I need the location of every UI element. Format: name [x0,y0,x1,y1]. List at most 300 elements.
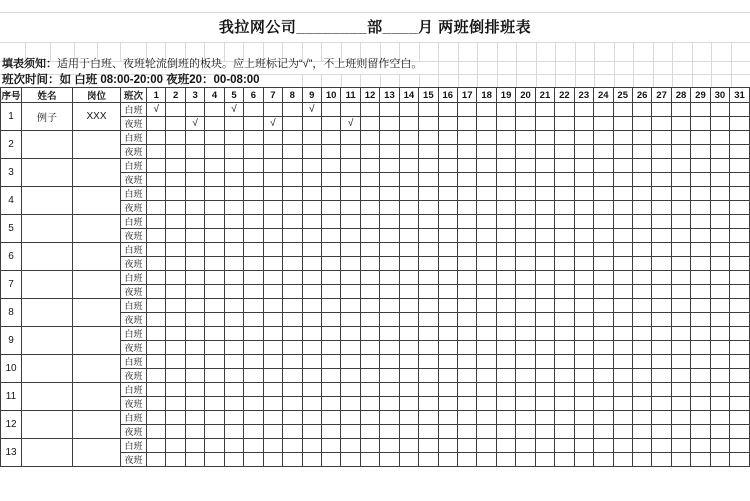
day-mark-cell[interactable] [205,271,224,285]
night-mark-cell[interactable] [594,341,613,355]
day-mark-cell[interactable] [516,411,535,425]
night-mark-cell[interactable] [419,145,438,159]
night-mark-cell[interactable] [263,173,282,187]
night-mark-cell[interactable] [477,313,496,327]
night-mark-cell[interactable] [399,397,418,411]
night-mark-cell[interactable] [360,173,379,187]
night-mark-cell[interactable] [691,453,710,467]
night-mark-cell[interactable] [399,369,418,383]
serial-cell[interactable]: 10 [1,355,22,383]
night-mark-cell[interactable] [458,145,477,159]
night-mark-cell[interactable] [185,369,204,383]
shift-label-day[interactable]: 白班 [121,327,147,341]
day-mark-cell[interactable] [594,355,613,369]
night-mark-cell[interactable] [516,229,535,243]
night-mark-cell[interactable] [671,229,690,243]
shift-label-night[interactable]: 夜班 [121,425,147,439]
day-mark-cell[interactable] [691,355,710,369]
day-mark-cell[interactable] [710,355,729,369]
day-mark-cell[interactable] [458,103,477,117]
day-mark-cell[interactable] [380,103,399,117]
day-mark-cell[interactable] [574,131,593,145]
night-mark-cell[interactable] [166,145,185,159]
night-mark-cell[interactable] [205,425,224,439]
night-mark-cell[interactable] [652,397,671,411]
day-mark-cell[interactable] [477,103,496,117]
night-mark-cell[interactable] [283,425,302,439]
night-mark-cell[interactable] [710,257,729,271]
day-mark-cell[interactable] [263,355,282,369]
night-mark-cell[interactable] [555,369,574,383]
night-mark-cell[interactable] [263,257,282,271]
day-mark-cell[interactable] [166,383,185,397]
night-mark-cell[interactable] [438,201,457,215]
night-mark-cell[interactable] [380,201,399,215]
day-mark-cell[interactable] [710,271,729,285]
night-mark-cell[interactable] [244,257,263,271]
day-mark-cell[interactable] [496,439,515,453]
day-mark-cell[interactable] [516,327,535,341]
night-mark-cell[interactable] [166,425,185,439]
day-mark-cell[interactable] [399,439,418,453]
night-mark-cell[interactable] [535,145,554,159]
night-mark-cell[interactable] [535,313,554,327]
day-mark-cell[interactable] [632,439,651,453]
day-mark-cell[interactable] [516,299,535,313]
night-mark-cell[interactable] [671,341,690,355]
day-mark-cell[interactable] [613,187,632,201]
night-mark-cell[interactable] [224,201,243,215]
day-mark-cell[interactable] [438,103,457,117]
day-mark-cell[interactable] [419,243,438,257]
day-mark-cell[interactable] [555,159,574,173]
name-cell[interactable] [22,327,73,355]
day-mark-cell[interactable] [613,299,632,313]
day-mark-cell[interactable] [594,159,613,173]
day-mark-cell[interactable] [632,159,651,173]
day-mark-cell[interactable] [205,243,224,257]
night-mark-cell[interactable] [147,173,166,187]
day-mark-cell[interactable] [652,243,671,257]
day-mark-cell[interactable] [458,187,477,201]
day-mark-cell[interactable] [477,271,496,285]
night-mark-cell[interactable] [283,145,302,159]
day-mark-cell[interactable] [205,411,224,425]
night-mark-cell[interactable] [205,229,224,243]
day-mark-cell[interactable] [302,159,321,173]
night-mark-cell[interactable] [730,201,750,215]
night-mark-cell[interactable] [613,257,632,271]
night-mark-cell[interactable] [341,341,360,355]
night-mark-cell[interactable] [263,285,282,299]
night-mark-cell[interactable] [458,425,477,439]
day-mark-cell[interactable] [205,299,224,313]
day-mark-cell[interactable] [166,299,185,313]
day-mark-cell[interactable] [380,439,399,453]
night-mark-cell[interactable] [380,257,399,271]
day-mark-cell[interactable] [399,355,418,369]
day-mark-cell[interactable]: √ [302,103,321,117]
night-mark-cell[interactable] [185,201,204,215]
day-mark-cell[interactable] [555,187,574,201]
night-mark-cell[interactable] [263,145,282,159]
day-mark-cell[interactable] [691,187,710,201]
day-mark-cell[interactable] [205,383,224,397]
day-mark-cell[interactable] [555,299,574,313]
day-mark-cell[interactable] [652,187,671,201]
night-mark-cell[interactable] [458,369,477,383]
night-mark-cell[interactable] [341,313,360,327]
night-mark-cell[interactable] [185,453,204,467]
day-mark-cell[interactable] [613,411,632,425]
shift-label-day[interactable]: 白班 [121,355,147,369]
serial-cell[interactable]: 1 [1,103,22,131]
day-mark-cell[interactable] [399,299,418,313]
day-mark-cell[interactable] [321,131,340,145]
day-mark-cell[interactable] [244,383,263,397]
night-mark-cell[interactable] [671,257,690,271]
night-mark-cell[interactable] [419,453,438,467]
night-mark-cell[interactable] [555,257,574,271]
night-mark-cell[interactable] [360,201,379,215]
night-mark-cell[interactable] [166,397,185,411]
night-mark-cell[interactable] [632,397,651,411]
day-mark-cell[interactable] [438,355,457,369]
day-mark-cell[interactable] [516,439,535,453]
night-mark-cell[interactable] [594,285,613,299]
night-mark-cell[interactable] [360,257,379,271]
day-mark-cell[interactable] [185,215,204,229]
day-mark-cell[interactable] [147,271,166,285]
night-mark-cell[interactable] [147,313,166,327]
day-mark-cell[interactable] [691,243,710,257]
night-mark-cell[interactable] [224,453,243,467]
day-mark-cell[interactable] [730,187,750,201]
night-mark-cell[interactable] [496,201,515,215]
day-mark-cell[interactable] [166,439,185,453]
night-mark-cell[interactable] [516,173,535,187]
day-mark-cell[interactable] [380,215,399,229]
night-mark-cell[interactable] [283,173,302,187]
night-mark-cell[interactable] [263,425,282,439]
day-mark-cell[interactable] [399,215,418,229]
night-mark-cell[interactable] [380,341,399,355]
day-mark-cell[interactable] [458,243,477,257]
night-mark-cell[interactable] [380,313,399,327]
serial-cell[interactable]: 3 [1,159,22,187]
night-mark-cell[interactable] [399,145,418,159]
night-mark-cell[interactable] [360,453,379,467]
night-mark-cell[interactable] [613,173,632,187]
night-mark-cell[interactable] [496,341,515,355]
day-mark-cell[interactable] [244,215,263,229]
night-mark-cell[interactable] [419,257,438,271]
day-mark-cell[interactable] [263,383,282,397]
night-mark-cell[interactable] [321,425,340,439]
night-mark-cell[interactable] [710,425,729,439]
day-mark-cell[interactable] [710,299,729,313]
night-mark-cell[interactable] [477,173,496,187]
night-mark-cell[interactable] [613,397,632,411]
day-mark-cell[interactable] [671,411,690,425]
day-mark-cell[interactable] [594,271,613,285]
night-mark-cell[interactable] [730,117,750,131]
night-mark-cell[interactable] [224,145,243,159]
night-mark-cell[interactable] [632,117,651,131]
night-mark-cell[interactable] [185,425,204,439]
day-mark-cell[interactable] [302,215,321,229]
night-mark-cell[interactable] [496,173,515,187]
day-mark-cell[interactable] [166,159,185,173]
night-mark-cell[interactable] [594,145,613,159]
day-mark-cell[interactable] [224,271,243,285]
night-mark-cell[interactable] [399,257,418,271]
night-mark-cell[interactable] [496,369,515,383]
night-mark-cell[interactable] [185,397,204,411]
day-mark-cell[interactable] [185,243,204,257]
day-mark-cell[interactable] [458,159,477,173]
name-cell[interactable] [22,215,73,243]
night-mark-cell[interactable] [613,313,632,327]
night-mark-cell[interactable] [263,201,282,215]
night-mark-cell[interactable] [671,145,690,159]
day-mark-cell[interactable] [496,243,515,257]
night-mark-cell[interactable] [205,453,224,467]
day-mark-cell[interactable] [458,411,477,425]
day-mark-cell[interactable] [594,187,613,201]
day-mark-cell[interactable] [224,299,243,313]
day-mark-cell[interactable] [458,383,477,397]
night-mark-cell[interactable] [730,257,750,271]
night-mark-cell[interactable] [185,285,204,299]
day-mark-cell[interactable] [555,131,574,145]
day-mark-cell[interactable] [341,327,360,341]
day-mark-cell[interactable] [516,271,535,285]
day-mark-cell[interactable] [380,131,399,145]
serial-cell[interactable]: 2 [1,131,22,159]
night-mark-cell[interactable] [730,397,750,411]
day-mark-cell[interactable] [632,187,651,201]
day-mark-cell[interactable] [321,439,340,453]
night-mark-cell[interactable] [341,145,360,159]
night-mark-cell[interactable] [477,117,496,131]
night-mark-cell[interactable] [691,397,710,411]
night-mark-cell[interactable] [730,369,750,383]
day-mark-cell[interactable] [263,327,282,341]
day-mark-cell[interactable] [302,131,321,145]
day-mark-cell[interactable] [360,355,379,369]
night-mark-cell[interactable] [438,285,457,299]
day-mark-cell[interactable] [574,187,593,201]
day-mark-cell[interactable] [244,439,263,453]
day-mark-cell[interactable] [185,299,204,313]
night-mark-cell[interactable] [399,201,418,215]
night-mark-cell[interactable] [691,285,710,299]
day-mark-cell[interactable] [496,327,515,341]
night-mark-cell[interactable] [652,313,671,327]
night-mark-cell[interactable] [574,173,593,187]
day-mark-cell[interactable] [594,215,613,229]
day-mark-cell[interactable] [555,243,574,257]
night-mark-cell[interactable] [224,117,243,131]
night-mark-cell[interactable] [166,285,185,299]
day-mark-cell[interactable] [613,131,632,145]
night-mark-cell[interactable] [613,145,632,159]
night-mark-cell[interactable] [710,313,729,327]
night-mark-cell[interactable] [302,145,321,159]
day-mark-cell[interactable] [360,243,379,257]
day-mark-cell[interactable] [185,187,204,201]
night-mark-cell[interactable] [263,453,282,467]
night-mark-cell[interactable] [205,173,224,187]
serial-cell[interactable]: 8 [1,299,22,327]
night-mark-cell[interactable] [632,341,651,355]
day-mark-cell[interactable] [399,131,418,145]
night-mark-cell[interactable] [691,425,710,439]
night-mark-cell[interactable] [574,285,593,299]
night-mark-cell[interactable] [652,369,671,383]
night-mark-cell[interactable] [341,397,360,411]
day-mark-cell[interactable] [613,327,632,341]
night-mark-cell[interactable] [671,425,690,439]
day-mark-cell[interactable] [555,215,574,229]
night-mark-cell[interactable] [302,257,321,271]
night-mark-cell[interactable] [691,341,710,355]
night-mark-cell[interactable] [594,117,613,131]
day-mark-cell[interactable] [496,411,515,425]
day-mark-cell[interactable] [419,215,438,229]
shift-label-night[interactable]: 夜班 [121,145,147,159]
day-mark-cell[interactable] [671,243,690,257]
night-mark-cell[interactable] [244,285,263,299]
day-mark-cell[interactable] [399,383,418,397]
night-mark-cell[interactable] [360,285,379,299]
night-mark-cell[interactable] [710,285,729,299]
night-mark-cell[interactable] [321,173,340,187]
night-mark-cell[interactable] [555,313,574,327]
shift-label-night[interactable]: 夜班 [121,117,147,131]
day-mark-cell[interactable] [574,411,593,425]
night-mark-cell[interactable] [574,425,593,439]
night-mark-cell[interactable] [244,229,263,243]
night-mark-cell[interactable] [224,341,243,355]
day-mark-cell[interactable] [516,187,535,201]
day-mark-cell[interactable] [399,411,418,425]
day-mark-cell[interactable] [710,131,729,145]
day-mark-cell[interactable] [147,215,166,229]
day-mark-cell[interactable] [166,411,185,425]
night-mark-cell[interactable] [321,257,340,271]
day-mark-cell[interactable] [263,215,282,229]
night-mark-cell[interactable] [574,145,593,159]
day-mark-cell[interactable] [283,103,302,117]
day-mark-cell[interactable] [224,215,243,229]
night-mark-cell[interactable] [496,313,515,327]
night-mark-cell[interactable] [438,425,457,439]
day-mark-cell[interactable] [360,411,379,425]
night-mark-cell[interactable] [380,117,399,131]
day-mark-cell[interactable] [535,355,554,369]
night-mark-cell[interactable] [516,425,535,439]
night-mark-cell[interactable] [399,285,418,299]
night-mark-cell[interactable] [671,453,690,467]
night-mark-cell[interactable] [730,145,750,159]
night-mark-cell[interactable] [224,397,243,411]
name-cell[interactable] [22,187,73,215]
name-cell[interactable] [22,131,73,159]
day-mark-cell[interactable] [477,327,496,341]
day-mark-cell[interactable] [283,411,302,425]
night-mark-cell[interactable] [652,257,671,271]
night-mark-cell[interactable] [710,229,729,243]
day-mark-cell[interactable] [710,383,729,397]
day-mark-cell[interactable] [574,159,593,173]
night-mark-cell[interactable] [535,397,554,411]
night-mark-cell[interactable] [399,117,418,131]
day-mark-cell[interactable] [380,327,399,341]
day-mark-cell[interactable] [594,327,613,341]
night-mark-cell[interactable] [185,145,204,159]
shift-label-night[interactable]: 夜班 [121,341,147,355]
night-mark-cell[interactable] [438,313,457,327]
day-mark-cell[interactable] [496,383,515,397]
night-mark-cell[interactable] [321,397,340,411]
night-mark-cell[interactable] [477,453,496,467]
night-mark-cell[interactable] [321,285,340,299]
day-mark-cell[interactable] [535,187,554,201]
night-mark-cell[interactable] [283,257,302,271]
night-mark-cell[interactable] [613,341,632,355]
day-mark-cell[interactable] [360,187,379,201]
day-mark-cell[interactable] [263,243,282,257]
night-mark-cell[interactable] [341,285,360,299]
night-mark-cell[interactable] [224,425,243,439]
day-mark-cell[interactable]: √ [224,103,243,117]
night-mark-cell[interactable] [419,173,438,187]
day-mark-cell[interactable] [632,131,651,145]
day-mark-cell[interactable] [360,439,379,453]
day-mark-cell[interactable] [341,299,360,313]
day-mark-cell[interactable] [477,187,496,201]
night-mark-cell[interactable] [594,425,613,439]
day-mark-cell[interactable] [263,131,282,145]
night-mark-cell[interactable] [477,145,496,159]
night-mark-cell[interactable] [574,397,593,411]
night-mark-cell[interactable] [205,257,224,271]
night-mark-cell[interactable] [419,285,438,299]
night-mark-cell[interactable] [671,397,690,411]
serial-cell[interactable]: 11 [1,383,22,411]
night-mark-cell[interactable] [730,313,750,327]
day-mark-cell[interactable] [321,299,340,313]
day-mark-cell[interactable] [360,383,379,397]
night-mark-cell[interactable] [380,453,399,467]
day-mark-cell[interactable] [224,243,243,257]
night-mark-cell[interactable] [613,285,632,299]
night-mark-cell[interactable] [302,173,321,187]
night-mark-cell[interactable] [458,229,477,243]
day-mark-cell[interactable] [477,299,496,313]
day-mark-cell[interactable] [341,215,360,229]
day-mark-cell[interactable] [185,383,204,397]
night-mark-cell[interactable] [302,285,321,299]
day-mark-cell[interactable] [458,131,477,145]
serial-cell[interactable]: 13 [1,439,22,467]
night-mark-cell[interactable] [594,229,613,243]
night-mark-cell[interactable] [380,425,399,439]
day-mark-cell[interactable] [283,327,302,341]
night-mark-cell[interactable] [224,313,243,327]
